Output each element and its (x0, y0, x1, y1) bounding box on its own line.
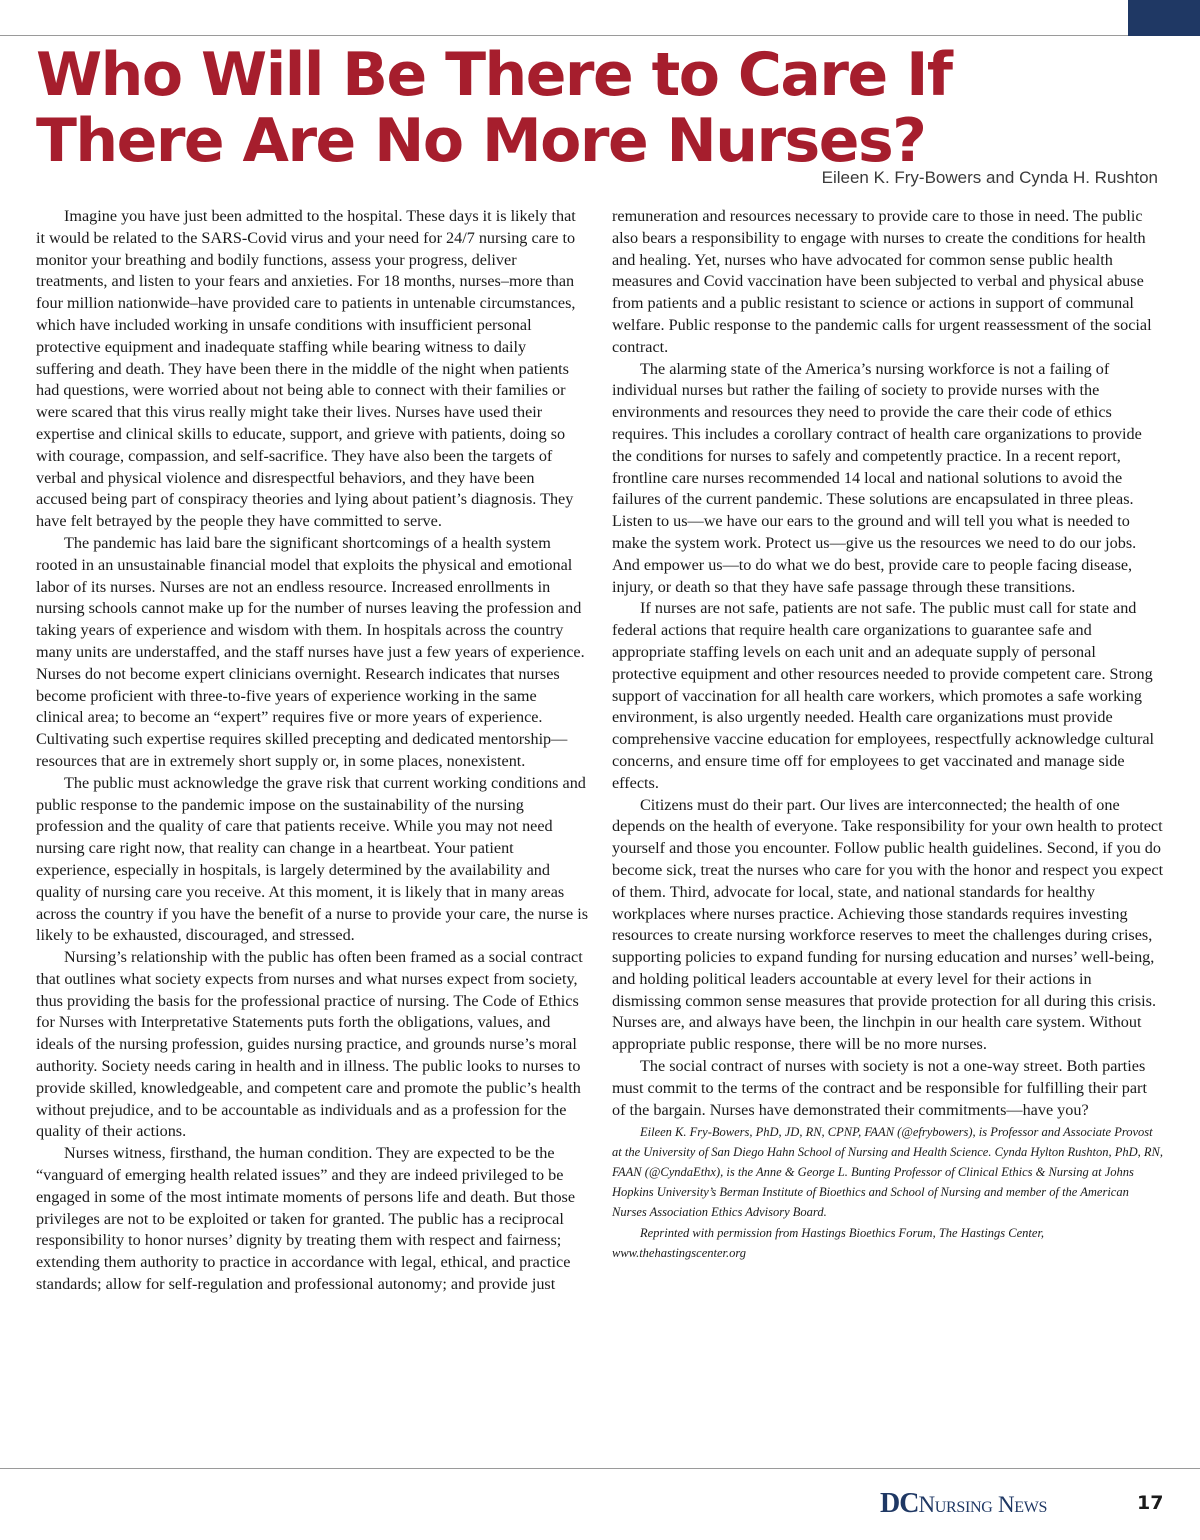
article-title: Who Will Be There to Care If There Are No More Nurses? (36, 40, 952, 176)
body-paragraph: The public must acknowledge the grave risk that current working conditions and public response to the pandemic impose on the sustainability of the nursing profession and the quality of care that patients receive. While you may not need nursing care right now, that reality can change in a heartbeat. Your patient experience, especially in hospitals, is largely determined by the availability and quality of nursing care you receive. At this moment, it is likely that in many areas across the country if you have the benefit of a nurse to provide your care, the nurse is likely to be exhausted, discouraged, and stressed. (36, 773, 588, 945)
body-paragraph: The pandemic has laid bare the significant shortcomings of a health system rooted in an unsustainable financial model that exploits the physical and emotional labor of its nurses. Nurses are not an endless resource. Increased enrollments in nursing schools cannot make up for the number of nurses leaving the profession and taking years of experience and wisdom with them. In hospitals across the country many units are understaffed, and the staff nurses have just a few years of experience. Nurses do not become expert clinicians overnight. Research indicates that nurses become proficient with three-to-five years of experience working in the same clinical area; to become an “expert” requires five or more years of experience. Cultivating such expertise requires skilled precepting and dedicated mentorship—resources that are in extremely short supply or, in some places, nonexistent. (36, 533, 585, 770)
reprint-note: Reprinted with permission from Hastings Bioethics Forum, The Hastings Center, www.thehastingscenter.org (612, 1226, 1045, 1261)
body-paragraph: Nurses witness, firsthand, the human condition. They are expected to be the “vanguard of emerging health related issues” and they are indeed privileged to be engaged in some of the most intimate moments of persons life and death. But those privileges are not to be exploited or taken for granted. The public has a reciprocal responsibility to honor nurses’ dignity by treating them with respect and fairness; extending them authority to practice in accordance with legal, ethical, and practice standards; allow for self-regulation and professional autonomy; and provide just (36, 1144, 576, 1294)
body-paragraph: The social contract of nurses with society is not a one-way street. Both parties must commit to the terms of the contract and be responsible for fulfilling their part of the bargain. Nurses have demonstrated their commitments—have you? (612, 1057, 1147, 1119)
publication-masthead (880, 1488, 1047, 1520)
corner-tab (1128, 0, 1200, 36)
page-number: 17 (1137, 1492, 1164, 1514)
body-paragraph: Nursing’s relationship with the public has often been framed as a social contract that outlines what society expects from nurses and what nurses expect from society, thus providing the basis for the professional practice of nursing. The Code of Ethics for Nurses with Interpretative Statements puts forth the obligations, values, and ideals of the nursing profession, guides nursing practice, and grounds nurse’s moral authority. Society needs caring in health and in illness. The public looks to nurses to provide skilled, knowledgeable, and competent care and promote the public’s health without prejudice, and to be accountable as individuals and as a profession for the quality of their actions. (36, 948, 583, 1141)
author-bio: Eileen K. Fry-Bowers, PhD, JD, RN, CPNP, FAAN (@efrybowers), is Professor and Associate Provost at the University of San Diego Hahn School of Nursing and Health Science. Cynda Hylton Rushton, PhD, RN, FAAN (@CyndaEthx), is the Anne & George L. Bunting Professor of Clinical Ethics & Nursing at Johns Hopkins University’s Berman Institute of Bioethics and School of Nursing and member of the American Nurses Association Ethics Advisory Board. (612, 1125, 1163, 1220)
body-paragraph: If nurses are not safe, patients are not safe. The public must call for state and federal actions that require health care organizations to guarantee safe and appropriate staffing levels on each unit and an adequate supply of personal protective equipment and other resources needed to provide competent care. Strong support of vaccination for all health care workers, which promotes a safe working environment, is also urgently needed. Health care organizations must provide comprehensive vaccine education for employees, respectfully acknowledge cultural concerns, and ensure time off for employees to get vaccinated and manage side effects. (612, 599, 1155, 792)
left-column (36, 206, 588, 1296)
masthead-title: Nursing News (918, 1492, 1048, 1517)
masthead-dc: DC (880, 1488, 919, 1519)
header-rule (0, 35, 1128, 36)
body-paragraph: The alarming state of the America’s nursing workforce is not a failing of individual nurses but rather the failing of society to provide nurses with the environments and resources they need to provide the care their code of ethics requires. This includes a corollary contract of health care organizations to provide the conditions for nurses to safely and competently practice. In a recent report, frontline care nurses recommended 14 local and national solutions to avoid the failures of the current pandemic. These solutions are encapsulated in three pleas. Listen to us—we have our ears to the ground and will tell you what is needed to make the system work. Protect us—give us the resources we need to do our jobs. And empower us—to do what we do best, provide care to people facing disease, injury, or death so that they have safe passage through these transitions. (612, 359, 1142, 596)
body-paragraph-continuation: remuneration and resources necessary to provide care to those in need. The public also bears a responsibility to engage with nurses to create the conditions for health and healing. Yet, nurses who have advocated for common sense public health measures and Covid vaccination have been subjected to verbal and physical abuse from patients and a public resistant to science or actions in support of communal welfare. Public response to the pandemic calls for urgent reassessment of the social contract. (612, 207, 1152, 356)
right-column (612, 206, 1164, 1263)
body-paragraph: Imagine you have just been admitted to the hospital. These days it is likely that it would be related to the SARS-Covid virus and your need for 24/7 nursing care to monitor your breathing and bodily functions, assess your progress, deliver treatments, and listen to your fears and anxieties. For 18 months, nurses–more than four million nationwide–have provided care to patients in untenable circumstances, which have included working in unsafe conditions with insufficient personal protective equipment and inadequate staffing while bearing witness to daily suffering and death. They have been there in the middle of the night when patients had questions, were worried about not being able to connect with their families or were scared that this virus really might take their lives. Nurses have used their expertise and clinical skills to educate, support, and grieve with patients, doing so with courage, compassion, and self-sacrifice. They have also been the targets of verbal and physical violence and disrespectful behaviors, and they have been accused being part of conspiracy theories and lying about patient’s diagnosis. They have felt betrayed by the people they have committed to serve. (36, 207, 576, 531)
footer-rule (0, 1468, 1200, 1469)
article-byline: Eileen K. Fry-Bowers and Cynda H. Rushton (821, 168, 1158, 187)
body-paragraph: Citizens must do their part. Our lives are interconnected; the health of one depends on the health of everyone. Take responsibility for your own health to protect yourself and those you encounter. Follow public health guidelines. Second, if you do become sick, treat the nurses who care for you with the honor and respect you expect of them. Third, advocate for local, state, and national standards for healthy workplaces where nurses practice. Achieving those standards requires investing resources to create nursing workforce reserves to meet the challenges during crises, supporting policies to expand funding for nursing education and nurses’ well-being, and holding political leaders accountable at every level for their actions in dismissing common sense measures that provide protection for all during this crisis. Nurses are, and always have been, the linchpin in our health care system. Without appropriate public response, there will be no more nurses. (612, 795, 1164, 1054)
